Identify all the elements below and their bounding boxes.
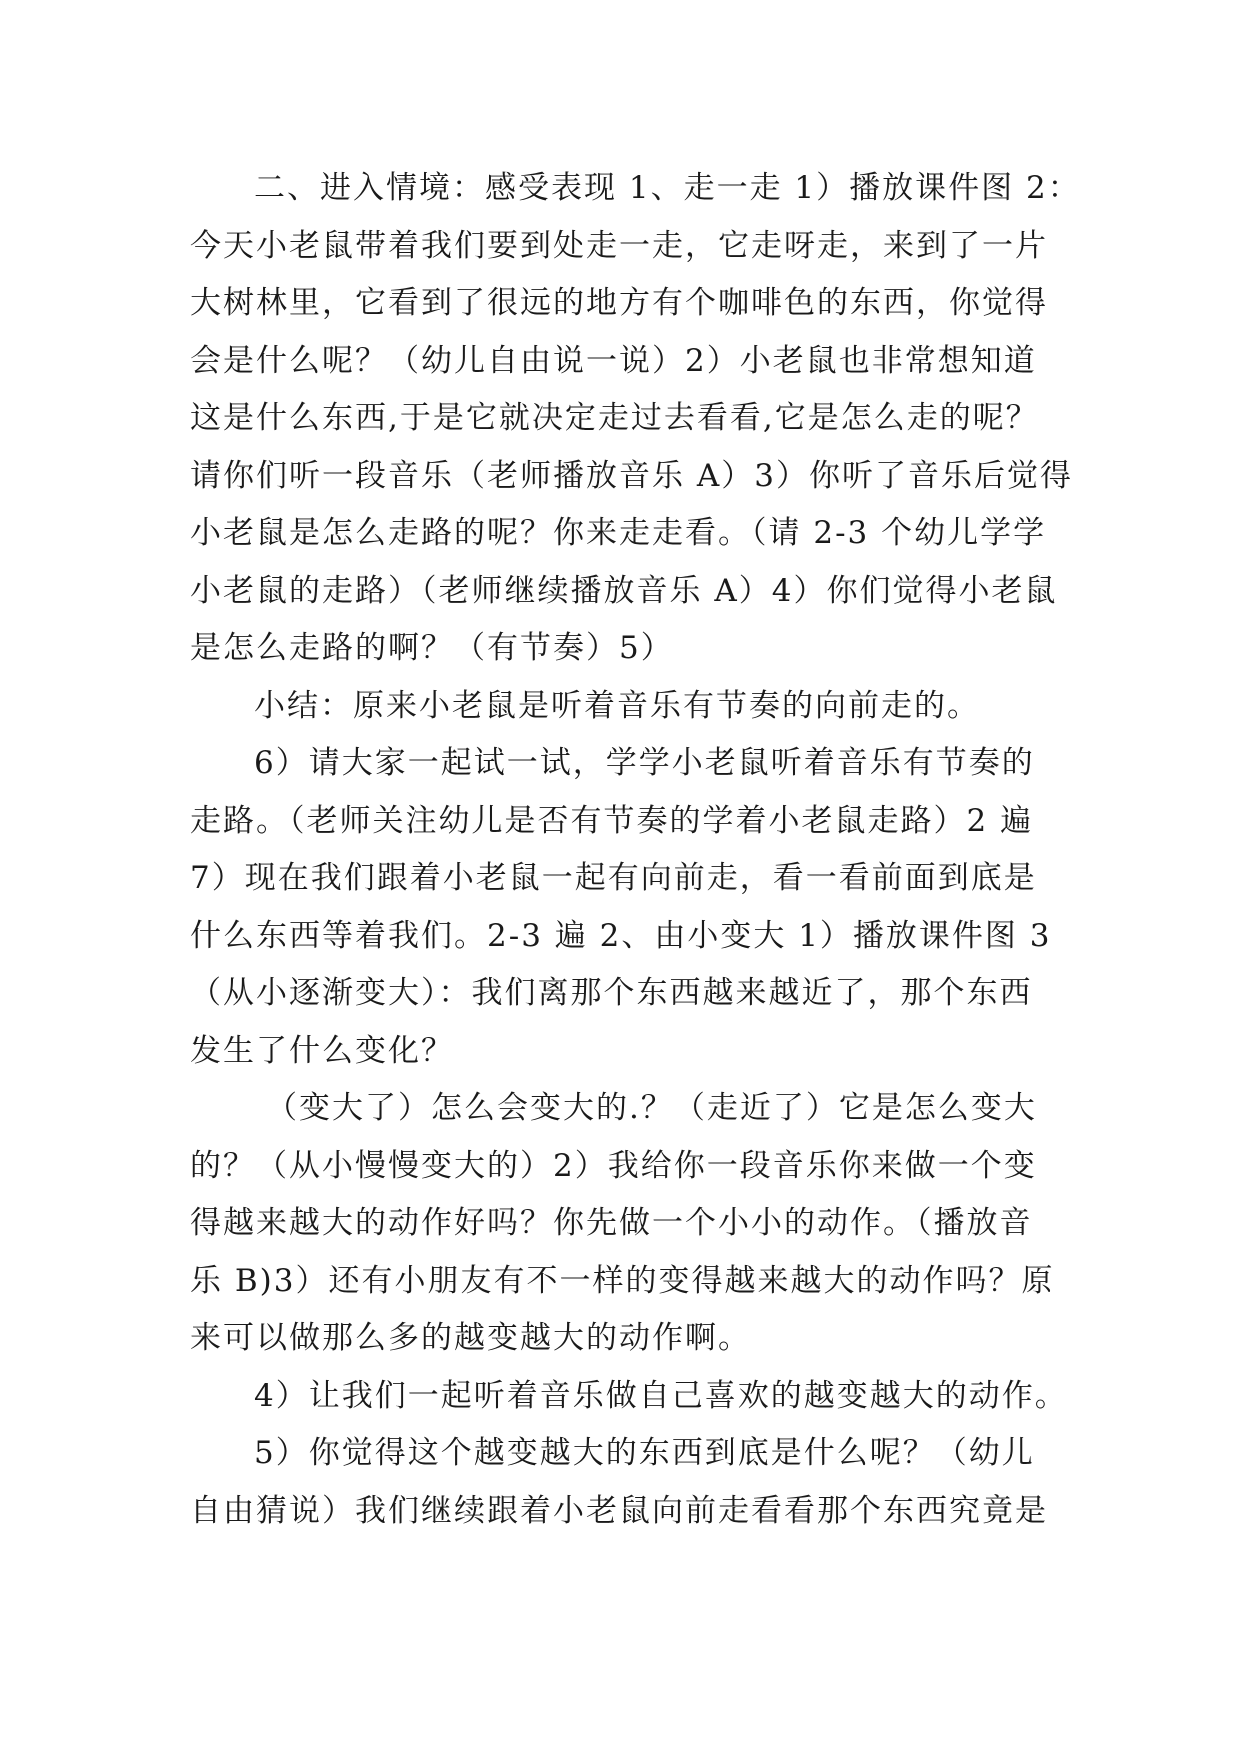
text-line: 是怎么走路的啊？（有节奏）5） <box>190 630 674 666</box>
text-line: （从小逐渐变大）：我们离那个东西越来越近了，那个东西 <box>190 975 1033 1011</box>
text-line: 乐 B)3）还有小朋友有不一样的变得越来越大的动作吗？原 <box>190 1262 1055 1299</box>
text-line: 二、进入情境：感受表现 1、走一走 1）播放课件图 2： <box>254 170 1081 206</box>
text-line: 的？（从小慢慢变大的）2）我给你一段音乐你来做一个变 <box>190 1147 1037 1184</box>
text-line: 6）请大家一起试一试，学学小老鼠听着音乐有节奏的 <box>254 745 1035 781</box>
text-line: 小结：原来小老鼠是听着音乐有节奏的向前走的。 <box>254 687 980 724</box>
text-line: （变大了）怎么会变大的.？（走近了）它是怎么变大 <box>266 1090 1037 1126</box>
text-line: 今天小老鼠带着我们要到处走一走，它走呀走，来到了一片 <box>190 227 1048 264</box>
text-line: 大树林里，它看到了很远的地方有个咖啡色的东西，你觉得 <box>190 285 1048 321</box>
text-line: 请你们听一段音乐（老师播放音乐 A）3）你听了音乐后觉得 <box>190 457 1073 494</box>
text-line: 5）你觉得这个越变越大的东西到底是什么呢？（幼儿 <box>254 1435 1035 1471</box>
text-line: 小老鼠是怎么走路的呢？你来走走看。（请 2-3 个幼儿学学 <box>190 515 1047 551</box>
text-line: 来可以做那么多的越变越大的动作啊。 <box>190 1320 751 1356</box>
text-line: 会是什么呢？（幼儿自由说一说）2）小老鼠也非常想知道 <box>190 342 1037 379</box>
text-line: 小老鼠的走路）（老师继续播放音乐 A）4）你们觉得小老鼠 <box>190 572 1058 609</box>
text-line: 自由猜说）我们继续跟着小老鼠向前走看看那个东西究竟是 <box>190 1492 1048 1529</box>
text-line: 得越来越大的动作好吗？你先做一个小小的动作。（播放音 <box>190 1205 1033 1241</box>
text-line: 发生了什么变化？ <box>190 1032 454 1069</box>
text-line: 什么东西等着我们。2-3 遍 2、由小变大 1）播放课件图 3 <box>190 917 1052 954</box>
body-text <box>190 160 1081 1540</box>
text-line: 走路。（老师关注幼儿是否有节奏的学着小老鼠走路）2 遍 <box>190 802 1034 839</box>
text-line: 4）让我们一起听着音乐做自己喜欢的越变越大的动作。 <box>254 1377 1068 1414</box>
text-line: 7）现在我们跟着小老鼠一起有向前走，看一看前面到底是 <box>190 860 1037 896</box>
text-line: 这是什么东西,于是它就决定走过去看看,它是怎么走的呢？ <box>190 400 1039 436</box>
